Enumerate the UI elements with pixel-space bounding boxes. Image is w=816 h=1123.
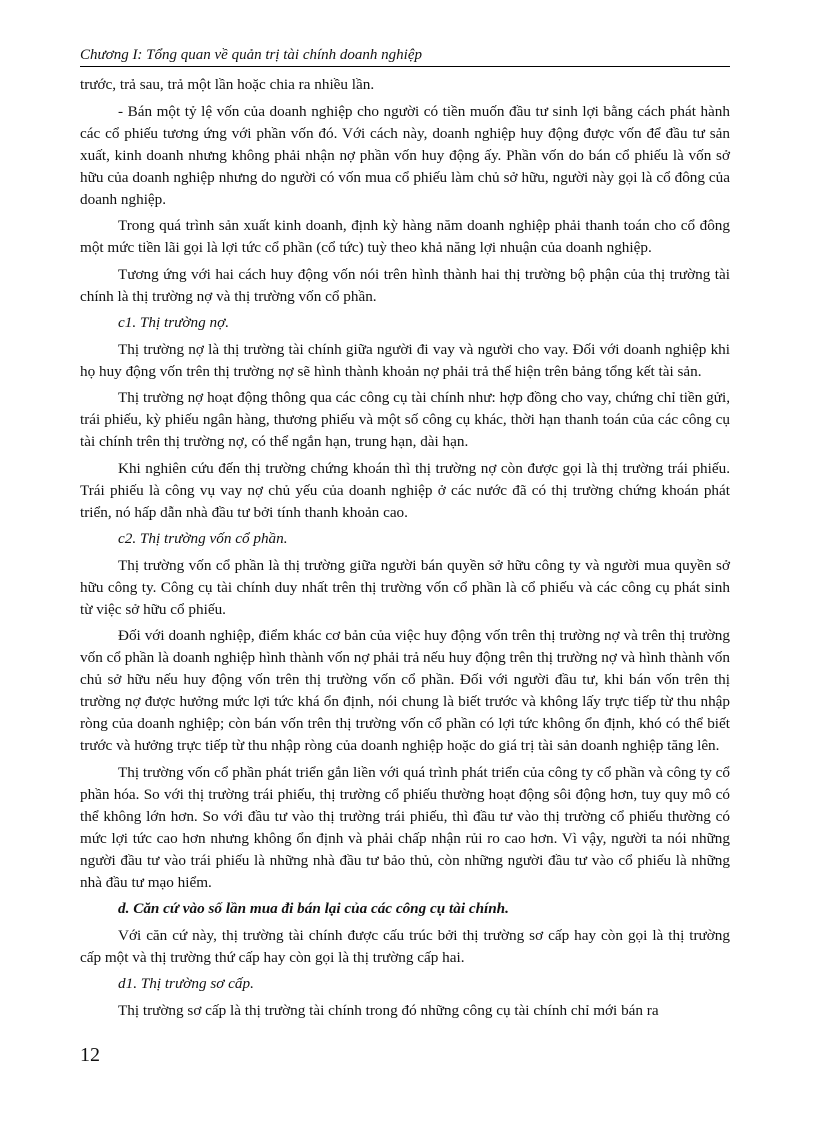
subsection-heading: c1. Thị trường nợ. (118, 314, 229, 331)
body-paragraph: - Bán một tỷ lệ vốn của doanh nghiệp cho người có tiền muốn đầu tư sinh lợi bằng cách phát hành các cổ phiếu tương ứng với phần vốn đó. Với cách này, doanh nghiệp huy động được vốn để đầu tư sản xuất, kinh doanh nhưng không phải nhận nợ phần vốn huy động ấy. Phần vốn do bán cổ phiếu là vốn sở hữu của doanh nghiệp nhưng do người có vốn mua cổ phiếu làm chủ sở hữu, người này gọi là cổ đông của doanh nghiệp. (80, 102, 730, 208)
section-heading: d. Căn cứ vào số lần mua đi bán lại của các công cụ tài chính. (118, 900, 509, 917)
body-paragraph: Thị trường vốn cổ phần là thị trường giữa người bán quyền sở hữu công ty và người mua quyền sở hữu công ty. Công cụ tài chính duy nhất trên thị trường vốn cổ phần là cổ phiếu và các công cụ phát sinh từ việc sở hữu cổ phiếu. (80, 556, 730, 618)
body-paragraph: Trong quá trình sản xuất kinh doanh, định kỳ hàng năm doanh nghiệp phải thanh toán cho cổ đông một mức tiền lãi gọi là lợi tức cổ phần (cổ tức) tuỳ theo khả năng lợi nhuận của doanh nghiệp. (80, 217, 730, 256)
body-paragraph: trước, trả sau, trả một lần hoặc chia ra nhiều lần. (80, 76, 375, 93)
page-body (80, 74, 730, 1026)
subsection-heading: c2. Thị trường vốn cổ phần. (118, 530, 288, 547)
body-paragraph: Với căn cứ này, thị trường tài chính được cấu trúc bởi thị trường sơ cấp hay còn gọi là thị trường cấp một và thị trường thứ cấp hay còn gọi là thị trường cấp hai. (80, 926, 730, 966)
page-number: 12 (80, 1044, 100, 1066)
body-paragraph: Thị trường nợ hoạt động thông qua các công cụ tài chính như: hợp đồng cho vay, chứng chỉ tiền gửi, trái phiếu, kỳ phiếu ngân hàng, thương phiếu và một số công cụ khác, thời hạn thanh toán của các công cụ tài chính trên thị trường nợ, có thể ngắn hạn, trung hạn, dài hạn. (80, 389, 730, 450)
body-paragraph: Khi nghiên cứu đến thị trường chứng khoán thì thị trường nợ còn được gọi là thị trường trái phiếu. Trái phiếu là công vụ vay nợ chủ yếu của doanh nghiệp ở các nước đã có thị trường chứng khoán phát triển, nó hấp dẫn nhà đầu tư bởi tính thanh khoản cao. (80, 459, 730, 521)
subsection-heading: d1. Thị trường sơ cấp. (118, 975, 254, 992)
body-paragraph: Thị trường sơ cấp là thị trường tài chính trong đó những công cụ tài chính chỉ mới bán ra (118, 1001, 659, 1019)
body-paragraph: Thị trường vốn cổ phần phát triển gắn liền với quá trình phát triển của công ty cổ phần và công ty cổ phần hóa. So với thị trường trái phiếu, thị trường cổ phiếu thường hoạt động sôi động hơn, tuy quy mô có thể không lớn hơn. So với đầu tư vào thị trường trái phiếu, thì đầu tư vào thị trường cổ phiếu thường có mức lợi tức cao hơn nhưng không ổn định và phải chấp nhận rủi ro cao hơn. Vì vậy, người ta nói những người đầu tư vào trái phiếu là những nhà đầu tư bảo thủ, còn những người đầu tư vào cổ phiếu là những nhà đầu tư mạo hiểm. (80, 763, 730, 891)
body-paragraph: Tương ứng với hai cách huy động vốn nói trên hình thành hai thị trường bộ phận của thị trường tài chính là thị trường nợ và thị trường vốn cổ phần. (80, 265, 730, 305)
body-paragraph: Đối với doanh nghiệp, điểm khác cơ bản của việc huy động vốn trên thị trường nợ và trên thị trường vốn cổ phần là doanh nghiệp hình thành vốn nợ phải trả nếu huy động trên thị trường nợ và hình thành vốn chủ sở hữu nếu huy động vốn trên thị trường vốn cổ phần. Đối với người đầu tư, khi bán vốn trên thị trường nợ được hưởng mức lợi tức khá ổn định, nói chung là biết trước và không lấy trực tiếp từ thu nhập ròng của doanh nghiệp; còn bán vốn trên thị trường vốn cổ phần có lợi tức không ổn định, khó có thể biết trước và hưởng trực tiếp từ thu nhập ròng của doanh nghiệp hoặc do giá trị tài sản doanh nghiệp tăng lên. (80, 627, 730, 754)
body-paragraph: Thị trường nợ là thị trường tài chính giữa người đi vay và người cho vay. Đối với doanh nghiệp khi họ huy động vốn trên thị trường nợ sẽ hình thành khoản nợ phải trả thể hiện trên bảng tổng kết tài sản. (80, 340, 730, 380)
running-header: Chương I: Tổng quan về quản trị tài chính doanh nghiệp (80, 46, 730, 67)
